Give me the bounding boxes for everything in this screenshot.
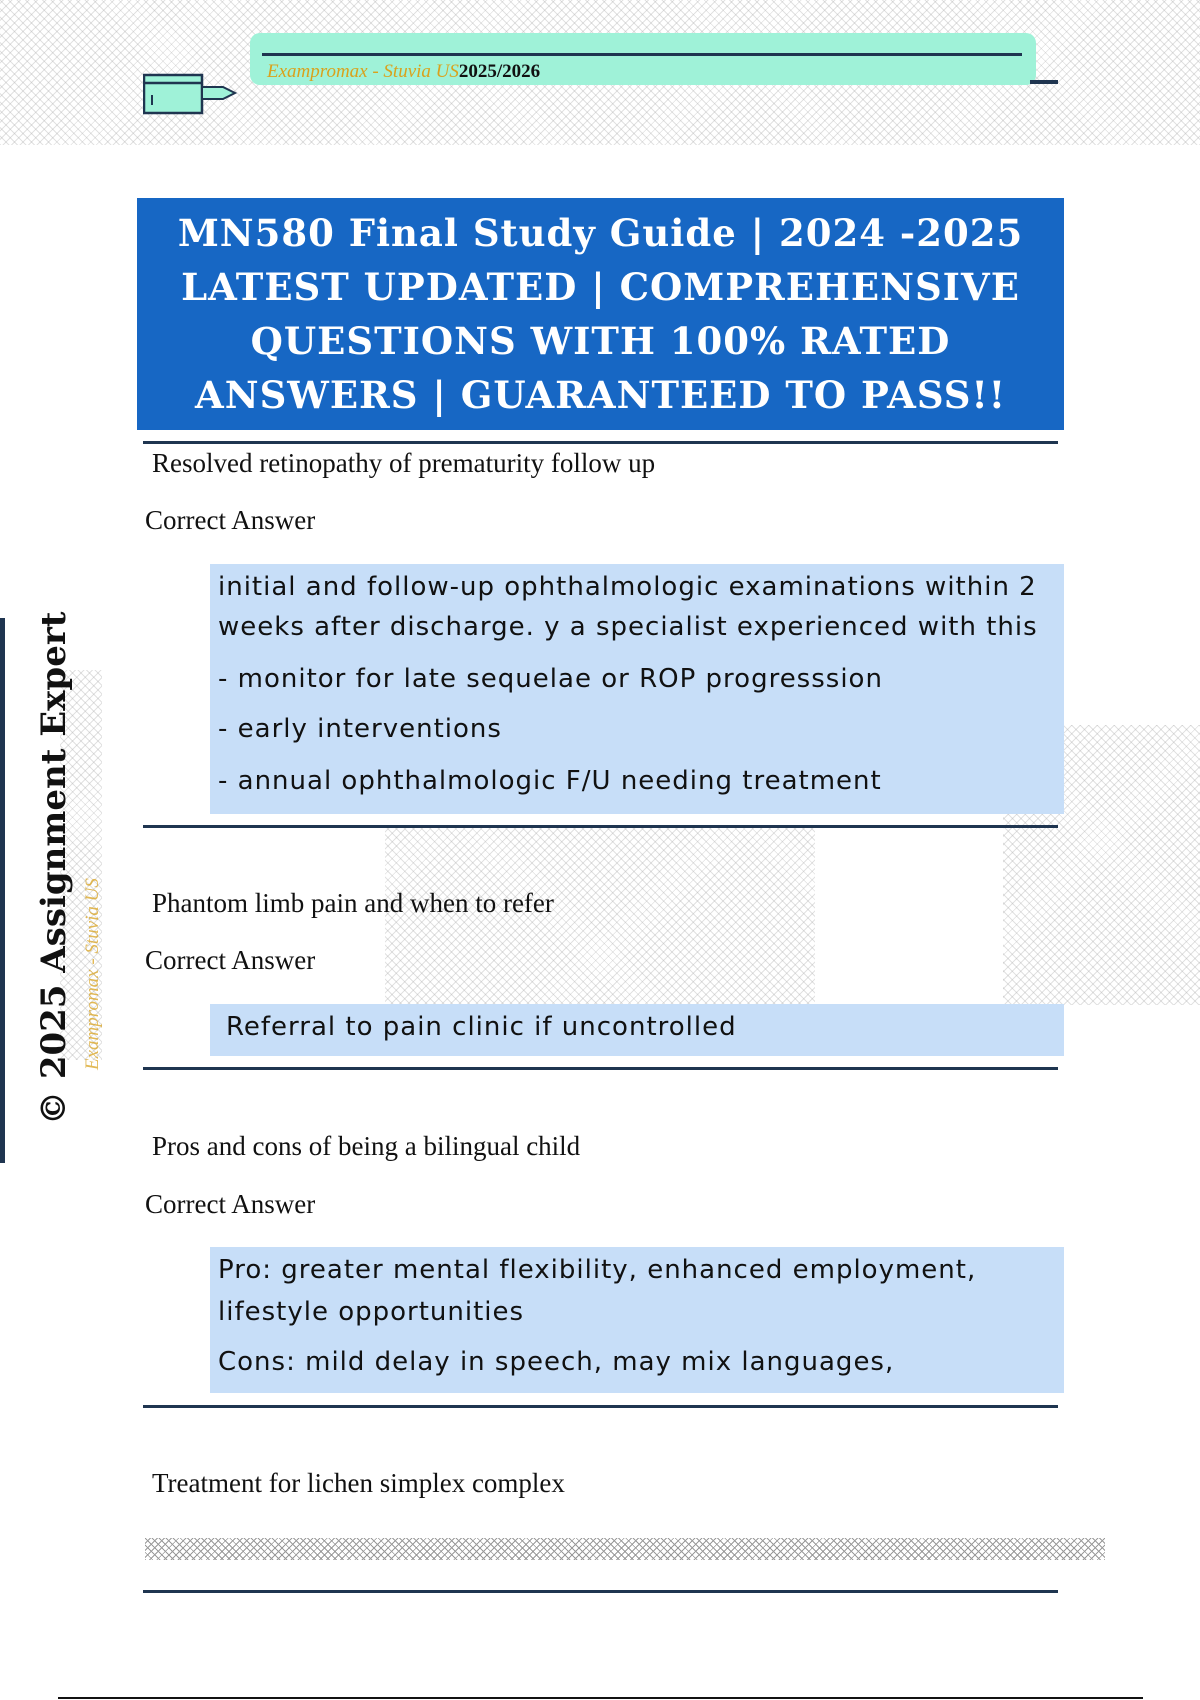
question-4: Treatment for lichen simplex complex bbox=[152, 1468, 565, 1498]
sidebar-accent-bar bbox=[0, 618, 5, 1163]
footer-rule bbox=[58, 1697, 1143, 1699]
obscured-answer-bar bbox=[145, 1538, 1105, 1560]
header-text bbox=[267, 60, 540, 84]
section-divider bbox=[143, 441, 1058, 444]
sidebar-brand-watermark: Exampromax - Stuvia US bbox=[82, 878, 103, 1070]
header-rule-end bbox=[1030, 80, 1058, 84]
question-1: Resolved retinopathy of prematurity follow up bbox=[152, 448, 656, 478]
answer-2-line-1: Referral to pain clinic if uncontrolled bbox=[226, 1012, 737, 1042]
answer-3-line-1: Pro: greater mental flexibility, enhanced employment, bbox=[218, 1255, 977, 1285]
correct-answer-label-2: Correct Answer bbox=[145, 945, 316, 975]
answer-3-line-3: Cons: mild delay in speech, may mix languages, bbox=[218, 1347, 895, 1377]
header-pill-rule bbox=[262, 53, 1022, 56]
answer-1-line-4: - early interventions bbox=[218, 714, 502, 744]
document-title: MN580 Final Study Guide | 2024 -2025 LATEST UPDATED | COMPREHENSIVE QUESTIONS WITH 100% RATED ANSWERS | GUARANTEED TO PASS!! bbox=[177, 211, 1024, 417]
sidebar-watermark: © 2025 Assignment Expert bbox=[34, 611, 74, 1125]
question-3: Pros and cons of being a bilingual child bbox=[152, 1131, 581, 1161]
section-divider bbox=[143, 1067, 1058, 1070]
answer-1-line-2: weeks after discharge. y a specialist experienced with this bbox=[218, 612, 1038, 642]
section-divider bbox=[143, 825, 1058, 828]
title-banner bbox=[137, 198, 1064, 430]
correct-answer-label-3: Correct Answer bbox=[145, 1189, 316, 1219]
section-divider bbox=[143, 1405, 1058, 1408]
answer-1-line-1: initial and follow-up ophthalmologic examinations within 2 bbox=[218, 572, 1037, 602]
corner-folder-icon bbox=[143, 73, 239, 117]
answer-1-line-3: - monitor for late sequelae or ROP progresssion bbox=[218, 664, 883, 694]
section-divider bbox=[143, 1590, 1058, 1593]
header-brand: Exampromax - Stuvia US bbox=[267, 61, 459, 82]
answer-3-line-2: lifestyle opportunities bbox=[218, 1297, 525, 1327]
question-2: Phantom limb pain and when to refer bbox=[152, 888, 554, 918]
correct-answer-label-1: Correct Answer bbox=[145, 505, 316, 535]
answer-1-line-5: - annual ophthalmologic F/U needing treatment bbox=[218, 766, 882, 796]
answer-box-3 bbox=[210, 1247, 1064, 1393]
header-year: 2025/2026 bbox=[458, 61, 541, 82]
answer-box-1 bbox=[210, 564, 1064, 814]
answer-box-2 bbox=[210, 1004, 1064, 1056]
